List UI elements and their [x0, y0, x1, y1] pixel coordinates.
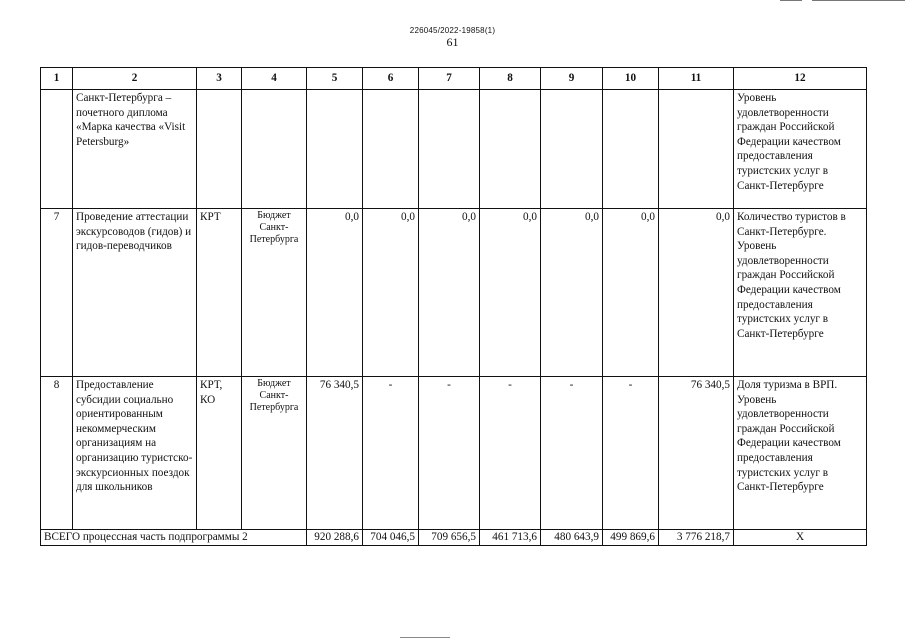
table-row	[41, 90, 867, 209]
column-header: 7	[419, 68, 480, 90]
value-cell: 76 340,5	[307, 377, 363, 530]
column-header: 9	[541, 68, 603, 90]
total-value: 480 643,9	[541, 530, 603, 546]
activity-name: Проведение аттестации экскурсоводов (гидов) и гидов-переводчиков	[73, 209, 197, 377]
header-row	[41, 68, 867, 90]
column-header: 5	[307, 68, 363, 90]
value-cell	[603, 90, 659, 209]
value-cell: 0,0	[419, 209, 480, 377]
total-x-mark: X	[734, 530, 867, 546]
value-cell	[307, 90, 363, 209]
top-rule-right	[812, 0, 905, 1]
column-header: 4	[242, 68, 307, 90]
value-cell	[363, 90, 419, 209]
value-cell: -	[363, 377, 419, 530]
row-number: 7	[41, 209, 73, 377]
executor: КРТ	[197, 209, 242, 377]
value-cell: -	[541, 377, 603, 530]
total-value: 709 656,5	[419, 530, 480, 546]
value-cell	[541, 90, 603, 209]
column-header: 3	[197, 68, 242, 90]
bottom-rule	[400, 637, 450, 638]
activity-name: Санкт-Петербурга – почетного диплома «Марка качества «Visit Petersburg»	[73, 90, 197, 209]
value-cell: 0,0	[480, 209, 541, 377]
table-row	[41, 377, 867, 530]
value-cell: 76 340,5	[659, 377, 734, 530]
value-cell: -	[419, 377, 480, 530]
column-header: 12	[734, 68, 867, 90]
value-cell: 0,0	[603, 209, 659, 377]
total-value: 704 046,5	[363, 530, 419, 546]
row-number	[41, 90, 73, 209]
total-value: 499 869,6	[603, 530, 659, 546]
value-cell	[419, 90, 480, 209]
row-number: 8	[41, 377, 73, 530]
total-label: ВСЕГО процессная часть подпрограммы 2	[41, 530, 307, 546]
page-number: 61	[446, 35, 459, 49]
top-rule-left	[780, 0, 802, 1]
table-row	[41, 209, 867, 377]
value-cell: -	[603, 377, 659, 530]
column-header: 2	[73, 68, 197, 90]
total-value: 461 713,6	[480, 530, 541, 546]
document-id: 226045/2022-19858(1)	[409, 26, 496, 35]
column-header: 6	[363, 68, 419, 90]
executor: КРТ, КО	[197, 377, 242, 530]
column-header: 1	[41, 68, 73, 90]
column-header: 8	[480, 68, 541, 90]
indicators: Количество туристов в Санкт-Петербурге. Уровень удовлетворенности граждан Российской Федерации качеством предоставления туристских услуг в Санкт-Петербурге	[734, 209, 867, 377]
column-header: 10	[603, 68, 659, 90]
value-cell: 0,0	[363, 209, 419, 377]
funding-source	[242, 90, 307, 209]
value-cell: 0,0	[307, 209, 363, 377]
total-value: 3 776 218,7	[659, 530, 734, 546]
total-row	[41, 530, 867, 546]
funding-source: Бюджет Санкт-Петербурга	[242, 377, 307, 530]
value-cell: 0,0	[541, 209, 603, 377]
indicators: Доля туризма в ВРП. Уровень удовлетворенности граждан Российской Федерации качеством предоставления туристских услуг в Санкт-Петербурге	[734, 377, 867, 530]
value-cell: -	[480, 377, 541, 530]
activity-name: Предоставление субсидии социально ориентированным некоммерческим организациям на организацию туристско-экскурсионных поездок для школьников	[73, 377, 197, 530]
value-cell	[480, 90, 541, 209]
funding-source: Бюджет Санкт-Петербурга	[242, 209, 307, 377]
column-header: 11	[659, 68, 734, 90]
value-cell	[659, 90, 734, 209]
total-value: 920 288,6	[307, 530, 363, 546]
executor	[197, 90, 242, 209]
value-cell: 0,0	[659, 209, 734, 377]
indicators: Уровень удовлетворенности граждан Российской Федерации качеством предоставления туристских услуг в Санкт-Петербурге	[734, 90, 867, 209]
budget-table	[40, 67, 867, 546]
